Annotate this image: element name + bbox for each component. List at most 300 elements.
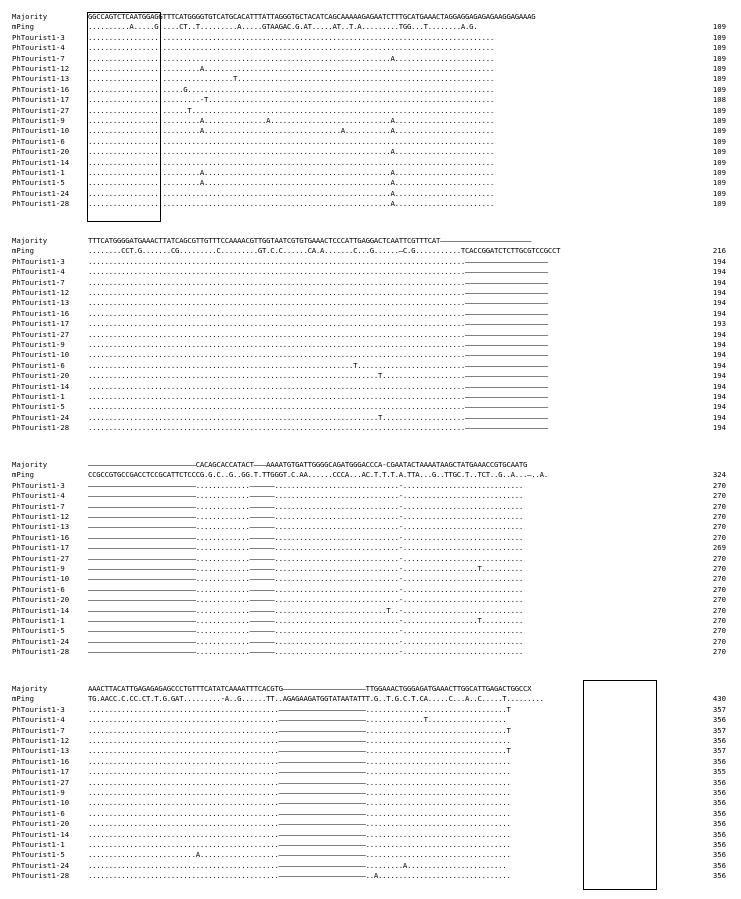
sequence-label: mPing [12,22,34,32]
sequence-label: PhTourist1-27 [12,105,70,115]
sequence-row [0,830,741,840]
sequence-text: ..............................................—————————————————————................................... [88,798,511,808]
sequence-text: ..............................................—————————————————————................................... [88,808,511,818]
sequence-text: ...........................................................................................———————————————————— [88,340,548,349]
position-number: 194 [712,288,726,297]
sequence-label: PhTourist1-20 [12,595,70,605]
sequence-label: PhTourist1-20 [12,371,70,381]
sequence-text: ——————————————————————————.............——————..............................-..................T.......... [88,616,524,625]
sequence-row [0,626,741,636]
sequence-row [0,246,741,256]
position-number: 194 [712,277,726,287]
sequence-text: .................................................................................................. [88,157,495,167]
position-number: 109 [712,116,726,125]
sequence-text: ..............................................—————————————————————................................... [88,736,511,745]
sequence-text: ..............................................—————————————————————................................... [88,829,511,839]
position-number: 194 [712,350,726,360]
sequence-row [0,64,741,74]
position-number: 194 [712,298,726,308]
sequence-label: PhTourist1-14 [12,381,70,391]
sequence-row [0,85,741,95]
sequence-label: PhTourist1-17 [12,767,70,777]
sequence-label: PhTourist1-13 [12,522,70,532]
sequence-label: PhTourist1-17 [12,319,70,329]
sequence-row [0,767,741,777]
sequence-row [0,298,741,308]
position-number: 109 [712,157,726,167]
position-number: 194 [712,340,726,349]
position-number: 357 [712,704,726,714]
sequence-label: PhTourist1-16 [12,756,70,766]
sequence-label: PhTourist1-14 [12,605,70,615]
position-number: 356 [712,860,726,870]
sequence-text: ..............................................—————————————————————..................................T [88,746,511,756]
sequence-text: ...........................................................................................———————————————————— [88,402,548,412]
sequence-label: PhTourist1-28 [12,199,70,209]
sequence-row [0,382,741,392]
sequence-row [0,199,741,209]
position-number: 356 [712,808,726,818]
sequence-row [0,278,741,288]
sequence-row [0,746,741,756]
position-number: 194 [712,371,726,381]
sequence-label: PhTourist1-14 [12,829,70,839]
position-number: 194 [712,412,726,422]
sequence-row [0,637,741,647]
sequence-label: PhTourist1-24 [12,636,70,646]
sequence-row [0,402,741,412]
sequence-row [0,43,741,53]
sequence-text: .................................................................................................. [88,136,495,146]
position-number: 357 [712,746,726,756]
sequence-row [0,288,741,298]
sequence-row [0,33,741,43]
sequence-row [0,413,741,423]
position-number: 194 [712,267,726,277]
sequence-row [0,809,741,819]
sequence-label: PhTourist1-4 [12,491,65,501]
position-number: 109 [712,136,726,146]
sequence-text: ..............................................—————————————————————..................................T [88,704,511,714]
position-number: 356 [712,871,726,881]
position-number: 194 [712,402,726,412]
sequence-row [0,106,741,116]
position-number: 109 [712,84,726,94]
sequence-row [0,178,741,188]
position-number: 109 [712,168,726,177]
position-number: 108 [712,95,726,105]
sequence-row [0,512,741,522]
sequence-row [0,350,741,360]
sequence-label: PhTourist1-6 [12,136,65,146]
sequence-label: PhTourist1-1 [12,168,65,177]
sequence-text: ..............................................—————————————————————................................... [88,788,511,797]
sequence-label: PhTourist1-17 [12,543,70,553]
sequence-text: ................................................................T..........................———————————————————— [88,360,548,370]
sequence-row [0,95,741,105]
position-number: 270 [712,491,726,501]
sequence-row [0,861,741,871]
sequence-label: PhTourist1-3 [12,256,65,266]
sequence-label: PhTourist1-17 [12,95,70,105]
sequence-label: PhTourist1-12 [12,736,70,745]
sequence-row [0,158,741,168]
sequence-row [0,137,741,147]
sequence-label: PhTourist1-12 [12,64,70,73]
sequence-text: TTTCATGGGGATGAAACTTATCAGCGTTGTTTCCAAAACGTTGGTAATCGTGTGAAACTCCCATTGAGGACTCAATTCGTTTCAT—————————————————————— [88,236,532,245]
sequence-row [0,647,741,657]
position-number: 355 [712,767,726,777]
alignment-block-2 [0,236,741,438]
sequence-text: ...........................A.............................................A........................ [88,168,495,177]
sequence-text: ——————————————————————————.............——————..............................-............................. [88,574,524,584]
sequence-label: PhTourist1-4 [12,267,65,277]
sequence-text: ...........................................................................................———————————————————— [88,298,548,308]
sequence-label: PhTourist1-9 [12,340,65,349]
sequence-row [0,470,741,480]
sequence-text: ——————————————————————————.............——————...........................T..-............................. [88,605,524,615]
sequence-label: PhTourist1-9 [12,116,65,125]
sequence-label: PhTourist1-5 [12,626,65,636]
position-number: 270 [712,553,726,563]
sequence-row [0,543,741,553]
position-number: 356 [712,788,726,797]
sequence-label: PhTourist1-5 [12,402,65,412]
position-number: 356 [712,777,726,787]
sequence-text: ...........................-T..................................................................... [88,95,495,105]
position-number: 109 [712,188,726,198]
sequence-label: PhTourist1-7 [12,277,65,287]
sequence-label: PhTourist1-20 [12,819,70,829]
sequence-label: PhTourist1-24 [12,860,70,870]
sequence-text: ...........................................................................................———————————————————— [88,277,548,287]
sequence-label: mPing [12,470,34,480]
alignment-block-3 [0,460,741,662]
position-number: 356 [712,736,726,745]
sequence-text: ——————————————————————————.............——————..............................-............................. [88,532,524,542]
sequence-row [0,585,741,595]
sequence-row [0,616,741,626]
sequence-row [0,189,741,199]
sequence-row [0,736,741,746]
sequence-label: PhTourist1-27 [12,777,70,787]
sequence-label: PhTourist1-1 [12,840,65,849]
position-number: 109 [712,178,726,188]
sequence-row [0,850,741,860]
sequence-row [0,595,741,605]
sequence-text: TG.AACC.C.CC.CT.T.G.GAT.........-A..G......TT..AGAGAAGATGGTATAATATTT.G..T.G.C.T.CA.....C...A..C.....T......... [88,694,544,704]
sequence-text: ——————————————————————————.............——————..............................-............................. [88,636,524,646]
sequence-label: PhTourist1-1 [12,392,65,401]
sequence-row [0,392,741,402]
sequence-label: Majority [12,460,48,469]
sequence-text: ...........................................................................................———————————————————— [88,392,548,401]
position-number: 216 [712,246,726,256]
sequence-text: ——————————————————————————.............——————..............................-............................. [88,480,524,490]
sequence-text: ..............................................—————————————————————..................................T [88,725,511,735]
sequence-text: ——————————————————————————.............——————..............................-............................. [88,543,524,553]
position-number: 194 [712,381,726,391]
sequence-label: PhTourist1-6 [12,808,65,818]
sequence-text: ......................................................................T....................———————————————————— [88,412,548,422]
position-number: 356 [712,840,726,849]
sequence-label: PhTourist1-12 [12,288,70,297]
sequence-label: Majority [12,236,48,245]
sequence-text: .................................................................................................. [88,32,495,42]
sequence-row [0,788,741,798]
sequence-text: ——————————————————————————.............——————..............................-............................. [88,647,524,657]
sequence-label: PhTourist1-3 [12,32,65,42]
position-number: 109 [712,53,726,63]
sequence-label: PhTourist1-9 [12,564,65,573]
sequence-text: ——————————————————————————CACAGCACCATACT———AAAATGTGATTGGGGCAGATGGGACCCA-CGAATACTAAAATAAGCTATGAAACCGTGCAATG [88,460,528,469]
position-number: 270 [712,480,726,490]
sequence-label: PhTourist1-5 [12,178,65,188]
position-number: 269 [712,543,726,553]
sequence-label: PhTourist1-1 [12,616,65,625]
sequence-row [0,554,741,564]
sequence-text: .................................................................................................. [88,43,495,53]
sequence-row [0,533,741,543]
position-number: 109 [712,64,726,73]
sequence-row [0,798,741,808]
position-number: 194 [712,392,726,401]
sequence-text: ...........................................................................................———————————————————— [88,350,548,360]
sequence-label: PhTourist1-12 [12,512,70,521]
position-number: 109 [712,199,726,209]
sequence-text: ........CCT.G.......CG.........C.........GT.C.C......CA.A.......C...G......—C.G...........TCACCGGATCTCTTGCGTCCGCCT [88,246,561,256]
sequence-row [0,147,741,157]
sequence-text: ...........................................................................................———————————————————— [88,381,548,391]
position-number: 270 [712,564,726,573]
sequence-label: PhTourist1-4 [12,43,65,53]
sequence-text: GGCCAGTCTCAATGGAGGTTTCATGGGGTGTCATGCACATTTATTAGGGTGCTACATCAGCAAAAAGAGAATCTTTGCATGAAACTAGGAGGAGAGAGAAGGAGAAAG [88,12,536,21]
sequence-text: ——————————————————————————.............——————..............................-............................. [88,491,524,501]
sequence-row [0,694,741,704]
sequence-text: ...........................A...................................................................... [88,64,495,73]
position-number: 356 [712,850,726,860]
position-number: 270 [712,574,726,584]
sequence-text: ..............................................—————————————————————................................... [88,840,511,849]
sequence-text: ...........................................................................................———————————————————— [88,256,548,266]
position-number: 194 [712,360,726,370]
sequence-row [0,726,741,736]
sequence-row [0,705,741,715]
position-number: 109 [712,22,726,32]
sequence-row [0,491,741,501]
sequence-label: Majority [12,684,48,693]
sequence-label: PhTourist1-5 [12,850,65,860]
sequence-row [0,371,741,381]
position-number: 109 [712,147,726,157]
sequence-text: ..............................................—————————————————————..A................................ [88,871,511,881]
sequence-label: PhTourist1-10 [12,574,70,584]
position-number: 270 [712,605,726,615]
consensus-row [0,460,741,470]
sequence-row [0,715,741,725]
sequence-row [0,330,741,340]
position-number: 270 [712,584,726,594]
sequence-label: PhTourist1-7 [12,53,65,63]
sequence-text: AAACTTACATTGAGAGAGAGCCCTGTTTCATATCAAAATTTCACGTG————————————————————TTGGAAACTGGGAGATGAAACTTGGCATTGAGACTGGCCX [88,684,532,693]
position-number: 356 [712,798,726,808]
sequence-label: PhTourist1-28 [12,423,70,433]
position-number: 356 [712,819,726,829]
position-number: 194 [712,308,726,318]
position-number: 194 [712,256,726,266]
position-number: 109 [712,105,726,115]
sequence-text: ...........................A.............................................A........................ [88,178,495,188]
sequence-text: ...................................T.............................................................. [88,74,495,84]
sequence-text: ..............................................—————————————————————..............T................... [88,715,507,725]
sequence-row [0,309,741,319]
sequence-label: PhTourist1-27 [12,553,70,563]
alignment-block-1 [0,12,741,214]
sequence-label: PhTourist1-20 [12,147,70,157]
sequence-text: ...........................................................................................———————————————————— [88,288,548,297]
sequence-label: PhTourist1-14 [12,157,70,167]
sequence-text: ——————————————————————————.............——————..............................-............................. [88,522,524,532]
sequence-text: ...........................................................................................———————————————————— [88,423,548,433]
sequence-row [0,340,741,350]
position-number: 194 [712,423,726,433]
sequence-label: PhTourist1-13 [12,298,70,308]
sequence-label: PhTourist1-7 [12,725,65,735]
sequence-row [0,267,741,277]
sequence-text: ..............................................—————————————————————................................... [88,756,511,766]
sequence-row [0,126,741,136]
sequence-text: ...........................................................................................———————————————————— [88,267,548,277]
sequence-text: ..............................................—————————————————————.........A........................ [88,860,507,870]
sequence-text: .........................................................................A........................ [88,147,495,157]
sequence-text: .........................................................................A........................ [88,199,495,209]
sequence-label: mPing [12,246,34,256]
sequence-label: PhTourist1-16 [12,84,70,94]
sequence-row [0,22,741,32]
sequence-row [0,840,741,850]
position-number: 324 [712,470,726,480]
position-number: 356 [712,829,726,839]
position-number: 356 [712,756,726,766]
sequence-text: .........................................................................A........................ [88,53,495,63]
sequence-text: ..........A.....G.....CT..T.........A.....GTAAGAC.G.AT.....AT..T.A.........TGG...T........A.G. [88,22,478,32]
position-number: 430 [712,694,726,704]
sequence-row [0,819,741,829]
position-number: 270 [712,626,726,636]
sequence-label: PhTourist1-3 [12,704,65,714]
sequence-text: .......................G.......................................................................... [88,84,495,94]
sequence-label: PhTourist1-6 [12,360,65,370]
sequence-text: ..............................................—————————————————————................................... [88,767,511,777]
position-number: 270 [712,595,726,605]
position-number: 109 [712,74,726,84]
consensus-row [0,12,741,22]
sequence-text: ..............................................—————————————————————................................... [88,819,511,829]
sequence-text: ——————————————————————————.............——————..............................-............................. [88,626,524,636]
sequence-row [0,871,741,881]
sequence-row [0,74,741,84]
sequence-row [0,116,741,126]
sequence-text: ........................T......................................................................... [88,105,495,115]
sequence-label: PhTourist1-16 [12,308,70,318]
sequence-label: PhTourist1-13 [12,746,70,756]
position-number: 270 [712,501,726,511]
sequence-text: ——————————————————————————.............——————..............................-............................. [88,584,524,594]
sequence-label: PhTourist1-27 [12,329,70,339]
sequence-text: ..............................................—————————————————————................................... [88,777,511,787]
position-number: 109 [712,43,726,53]
position-number: 270 [712,532,726,542]
sequence-text: ——————————————————————————.............——————..............................-............................. [88,553,524,563]
position-number: 356 [712,715,726,725]
sequence-row [0,574,741,584]
position-number: 270 [712,636,726,646]
sequence-label: PhTourist1-24 [12,188,70,198]
sequence-text: ——————————————————————————.............——————..............................-............................. [88,512,524,521]
sequence-text: ...........................................................................................———————————————————— [88,319,548,329]
sequence-label: PhTourist1-10 [12,350,70,360]
sequence-label: PhTourist1-28 [12,871,70,881]
position-number: 270 [712,522,726,532]
sequence-row [0,319,741,329]
sequence-row [0,606,741,616]
consensus-row [0,684,741,694]
sequence-label: PhTourist1-10 [12,798,70,808]
sequence-row [0,778,741,788]
sequence-text: CCGCCGTGCCGACCTCCGCATTCTCCCG.G.C..G..GG.T.TTGGGT.C.AA......CCCA...AC.T.T.T.A.TTA...G..TTGC.T..TCT..G..A...—..A. [88,470,548,480]
sequence-text: ——————————————————————————.............——————..............................-..................T.......... [88,564,524,573]
position-number: 357 [712,725,726,735]
position-number: 109 [712,126,726,136]
alignment-block-4 [0,684,741,886]
sequence-label: mPing [12,694,34,704]
sequence-label: PhTourist1-7 [12,501,65,511]
sequence-label: PhTourist1-3 [12,480,65,490]
sequence-label: PhTourist1-24 [12,412,70,422]
sequence-label: Majority [12,12,48,21]
sequence-label: PhTourist1-9 [12,788,65,797]
sequence-label: PhTourist1-4 [12,715,65,725]
sequence-text: .........................................................................A........................ [88,188,495,198]
position-number: 109 [712,32,726,42]
sequence-row [0,502,741,512]
position-number: 270 [712,512,726,521]
sequence-row [0,522,741,532]
sequence-label: PhTourist1-28 [12,647,70,657]
sequence-row [0,54,741,64]
sequence-row [0,564,741,574]
sequence-row [0,481,741,491]
sequence-row [0,361,741,371]
consensus-row [0,236,741,246]
sequence-text: ......................................................................T....................———————————————————— [88,371,548,381]
sequence-row [0,423,741,433]
sequence-text: ...........................A...............A.............................A........................ [88,116,495,125]
sequence-text: ——————————————————————————.............——————..............................-............................. [88,595,524,605]
sequence-row [0,257,741,267]
sequence-label: PhTourist1-10 [12,126,70,136]
sequence-row [0,757,741,767]
position-number: 270 [712,647,726,657]
sequence-text: ...........................................................................................———————————————————— [88,308,548,318]
position-number: 193 [712,319,726,329]
sequence-row [0,168,741,178]
position-number: 270 [712,616,726,625]
sequence-text: ——————————————————————————.............——————..............................-............................. [88,501,524,511]
sequence-text: ...........................A.................................A...........A........................ [88,126,495,136]
sequence-text: ...........................................................................................———————————————————— [88,329,548,339]
sequence-label: PhTourist1-6 [12,584,65,594]
